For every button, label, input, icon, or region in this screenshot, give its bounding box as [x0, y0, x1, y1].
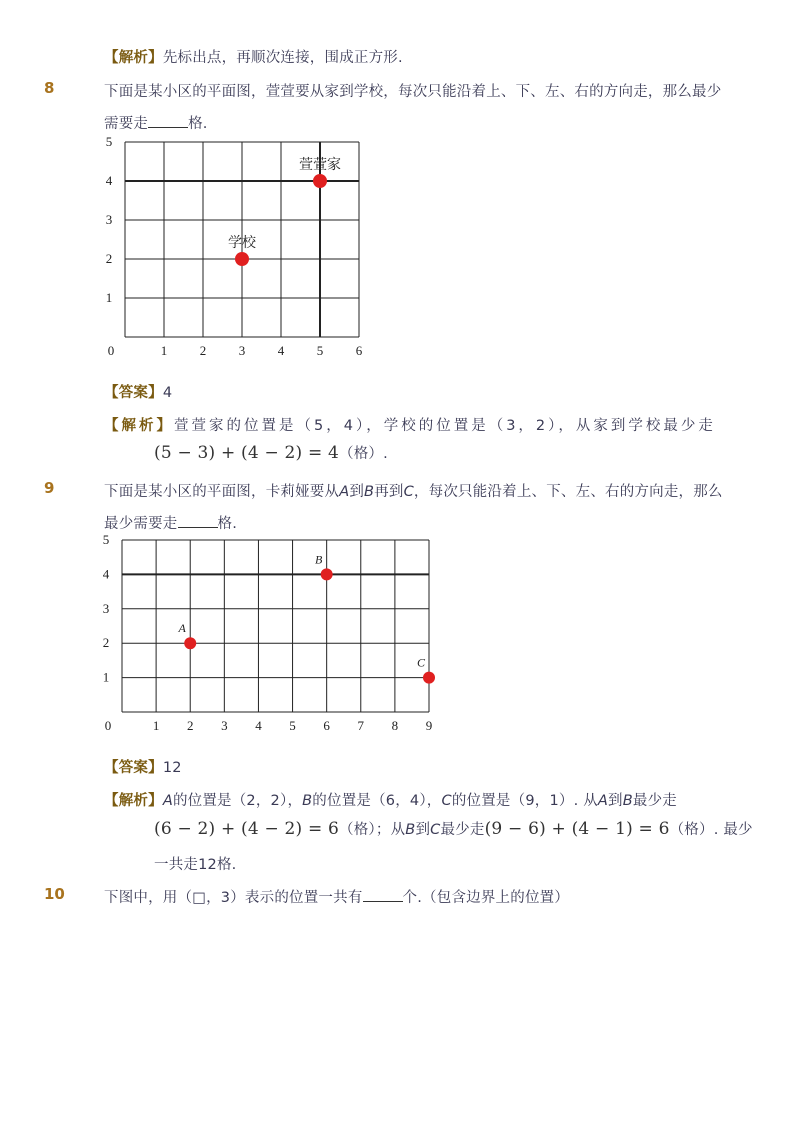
q8-text-line2: 需要走 格.	[104, 116, 208, 132]
x-tick-label: 4	[277, 343, 285, 358]
q9-text-line2: 最少需要走 格.	[104, 516, 238, 532]
x-tick-label: 0	[107, 343, 115, 358]
question-number-8: 8	[44, 79, 55, 97]
point-label: 萱萱家	[299, 158, 341, 173]
answer-blank	[363, 889, 403, 902]
x-tick-label: 2	[199, 343, 207, 358]
answer-blank	[148, 115, 188, 128]
q9-text-line1: 下面是某小区的平面图，卡莉娅要从A到B再到C，每次只能沿着上、下、左、右的方向走，那么	[104, 484, 723, 500]
x-tick-label: 5	[289, 718, 296, 730]
x-tick-label: 2	[186, 718, 194, 730]
q8-answer-value: 4	[162, 385, 173, 401]
point-label: A	[178, 621, 186, 636]
q9-analysis-line1: 【解析】A的位置是（2，2），B的位置是（6，4），C的位置是（9，1）. 从A到B最少走	[104, 793, 677, 809]
data-point	[321, 568, 333, 580]
x-tick-label: 3	[238, 343, 246, 358]
y-tick-label: 5	[102, 532, 110, 547]
q8-analysis-line1: 【解析】萱萱家的位置是（5，4），学校的位置是（3，2），从家到学校最少走	[104, 418, 716, 434]
question-number-9: 9	[44, 479, 55, 497]
q8-text-line1: 下面是某小区的平面图，萱萱要从家到学校，每次只能沿着上、下、左、右的方向走，那么最少	[104, 84, 722, 100]
x-tick-label: 8	[391, 718, 399, 730]
y-tick-label: 2	[105, 251, 113, 266]
y-tick-label: 3	[102, 600, 110, 616]
y-tick-label: 2	[102, 635, 110, 651]
prev-analysis	[104, 46, 403, 67]
x-tick-label: 4	[255, 718, 262, 730]
analysis-text: 先标出点，再顺次连接，围成正方形.	[162, 50, 403, 66]
y-tick-label: 4	[105, 173, 113, 188]
data-point	[313, 174, 327, 188]
y-tick-label: 4	[102, 566, 110, 582]
y-tick-label: 1	[102, 669, 110, 685]
q8-analysis-line2: (5 − 3) + (4 − 2) = 4（格）.	[154, 443, 388, 463]
q9-analysis-line3: 一共走12格.	[154, 857, 237, 873]
q10-text: 下图中，用（□，3）表示的位置一共有 个.（包含边界上的位置）	[104, 890, 570, 906]
y-tick-label: 3	[105, 212, 113, 227]
x-tick-label: 6	[323, 718, 330, 730]
point-label: C	[416, 655, 426, 670]
y-tick-label: 5	[105, 134, 113, 149]
formula: (6 − 2) + (4 − 2) = 6	[154, 819, 340, 839]
answer-blank	[178, 515, 218, 528]
q9-analysis-line2: (6 − 2) + (4 − 2) = 6（格）；从B到C最少走(9 − 6) + (4 − 1) = 6（格）. 最少	[154, 819, 753, 839]
point-label: B	[314, 552, 323, 567]
point-label: 学校	[228, 236, 256, 251]
q9-answer: 【答案】12	[104, 760, 182, 776]
q8-grid-chart	[95, 130, 375, 362]
q9-answer-value: 12	[162, 760, 182, 776]
q8-answer: 【答案】4	[104, 385, 173, 401]
x-tick-label: 9	[425, 718, 433, 730]
x-tick-label: 5	[316, 343, 324, 358]
x-tick-label: 1	[152, 718, 160, 730]
x-tick-label: 1	[160, 343, 168, 358]
question-number-10: 10	[44, 885, 65, 903]
x-tick-label: 6	[355, 343, 363, 358]
x-tick-label: 7	[357, 718, 365, 730]
data-point	[235, 252, 249, 266]
formula: (9 − 6) + (4 − 1) = 6	[484, 819, 670, 839]
data-point	[184, 637, 196, 649]
q9-grid-chart	[96, 530, 446, 730]
formula: (5 − 3) + (4 − 2) = 4	[154, 443, 340, 463]
x-tick-label: 0	[104, 718, 112, 730]
analysis-tag: 【解析】	[104, 50, 163, 66]
data-point	[423, 672, 435, 684]
x-tick-label: 3	[221, 718, 228, 730]
y-tick-label: 1	[105, 290, 113, 305]
